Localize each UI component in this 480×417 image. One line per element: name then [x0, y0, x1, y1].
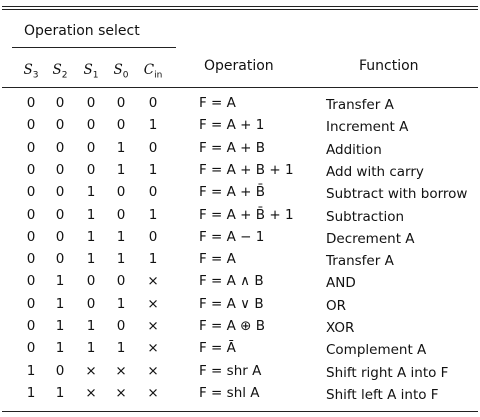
operation-cell: F = A + B̄	[199, 184, 266, 201]
table-cell: 1	[86, 251, 96, 268]
table-cell: ×	[147, 318, 159, 334]
table-cell: ×	[115, 362, 127, 379]
table-cell: 1	[148, 161, 158, 178]
table-cell: ×	[147, 362, 159, 379]
table-cell: 1	[55, 273, 65, 290]
table-cell: 0	[55, 184, 65, 201]
table-cell: 0	[116, 273, 126, 290]
table-cell: 1	[116, 161, 126, 178]
table-cell: 1	[55, 318, 65, 334]
table-cell: 0	[55, 95, 65, 111]
table-cell: 0	[26, 184, 36, 201]
table-cell: ×	[147, 273, 159, 290]
function-cell: Decrement A	[326, 230, 415, 247]
function-cell: Addition	[326, 141, 382, 158]
table-bottom-rule	[2, 411, 478, 412]
function-cell: Subtract with borrow	[326, 186, 468, 203]
table-cell: 0	[86, 273, 96, 290]
table-cell: 1	[55, 384, 65, 401]
table-cell: 0	[55, 161, 65, 178]
table-cell: 0	[148, 184, 158, 201]
table-cell: 0	[116, 95, 126, 111]
table-cell: 0	[26, 161, 36, 178]
table-cell: 0	[55, 362, 65, 379]
table-cell: 1	[116, 139, 126, 156]
table-cell: 0	[55, 251, 65, 268]
table-cell: 0	[116, 184, 126, 201]
function-cell: Transfer A	[326, 97, 394, 113]
table-cell: 0	[55, 228, 65, 245]
header-s0: $S_0$	[113, 62, 129, 81]
table-cell: 1	[116, 251, 126, 268]
header-s1: $S_1$	[83, 62, 99, 81]
header-function: Function	[359, 58, 419, 74]
table-cell: 0	[148, 139, 158, 156]
header-s2: $S_2$	[52, 62, 68, 81]
table-cell: 0	[86, 117, 96, 134]
table-cell: 1	[26, 362, 36, 379]
table-cell: 1	[116, 228, 126, 245]
table-cell: 0	[26, 95, 36, 111]
operation-select-underline	[12, 47, 176, 48]
table-cell: 0	[116, 318, 126, 334]
function-cell: Transfer A	[326, 253, 394, 270]
table-cell: 0	[86, 161, 96, 178]
operation-cell: F = A + 1	[199, 117, 265, 134]
header-operation: Operation	[204, 58, 274, 74]
header-rule	[2, 87, 478, 88]
operation-cell: F = A ∧ B	[199, 273, 264, 290]
table-cell: 0	[26, 251, 36, 268]
table-cell: 1	[26, 384, 36, 401]
table-top-rule-inner	[2, 9, 478, 10]
table-cell: 0	[26, 295, 36, 312]
operation-cell: F = A + B + 1	[199, 161, 294, 178]
table-cell: 1	[86, 228, 96, 245]
table-cell: 0	[55, 117, 65, 134]
function-cell: Add with carry	[326, 163, 424, 180]
table-cell: ×	[147, 295, 159, 312]
operation-cell: F = Ā	[199, 340, 236, 357]
table-cell: 1	[86, 340, 96, 357]
table-cell: 0	[116, 117, 126, 134]
table-cell: ×	[85, 384, 97, 401]
table-cell: 1	[86, 206, 96, 223]
operation-cell: F = A	[199, 251, 236, 268]
table-cell: 1	[55, 295, 65, 312]
operation-select-heading: Operation select	[24, 23, 140, 39]
function-cell: AND	[326, 275, 356, 292]
table-cell: 1	[55, 340, 65, 357]
operation-cell: F = A + B̄ + 1	[199, 206, 294, 223]
function-cell: XOR	[326, 320, 355, 336]
table-cell: 1	[116, 340, 126, 357]
function-cell: Shift right A into F	[326, 364, 449, 381]
operation-cell: F = A − 1	[199, 228, 265, 245]
function-cell: Shift left A into F	[326, 386, 439, 403]
function-cell: Complement A	[326, 342, 427, 359]
operation-cell: F = shl A	[199, 384, 260, 401]
table-cell: ×	[147, 340, 159, 357]
table-cell: ×	[115, 384, 127, 401]
function-cell: Subtraction	[326, 208, 405, 225]
table-cell: 1	[86, 184, 96, 201]
table-cell: 1	[148, 206, 158, 223]
table-cell: 0	[26, 228, 36, 245]
table-cell: 1	[148, 251, 158, 268]
table-cell: 1	[86, 318, 96, 334]
table-cell: 0	[86, 295, 96, 312]
operation-cell: F = A ∨ B	[199, 295, 264, 312]
table-cell: 1	[148, 117, 158, 134]
table-cell: 0	[55, 206, 65, 223]
table-cell: 0	[26, 206, 36, 223]
operation-cell: F = A ⊕ B	[199, 318, 266, 334]
table-cell: 0	[116, 206, 126, 223]
table-cell: 0	[26, 117, 36, 134]
operation-cell: F = A	[199, 95, 236, 111]
operation-cell: F = shr A	[199, 362, 262, 379]
table-cell: ×	[85, 362, 97, 379]
operation-cell: F = A + B	[199, 139, 266, 156]
table-cell: 0	[26, 273, 36, 290]
table-top-rule	[2, 6, 478, 7]
table-cell: ×	[147, 384, 159, 401]
header-s3: $S_3$	[23, 62, 39, 81]
function-cell: Increment A	[326, 119, 409, 136]
table-cell: 0	[86, 139, 96, 156]
table-cell: 0	[26, 340, 36, 357]
table-cell: 0	[148, 95, 158, 111]
function-cell: OR	[326, 297, 347, 314]
table-cell: 0	[26, 318, 36, 334]
table-cell: 0	[26, 139, 36, 156]
table-cell: 0	[55, 139, 65, 156]
header-cin: $C_{in}$	[143, 62, 163, 81]
table-cell: 0	[148, 228, 158, 245]
table-cell: 0	[86, 95, 96, 111]
table-cell: 1	[116, 295, 126, 312]
